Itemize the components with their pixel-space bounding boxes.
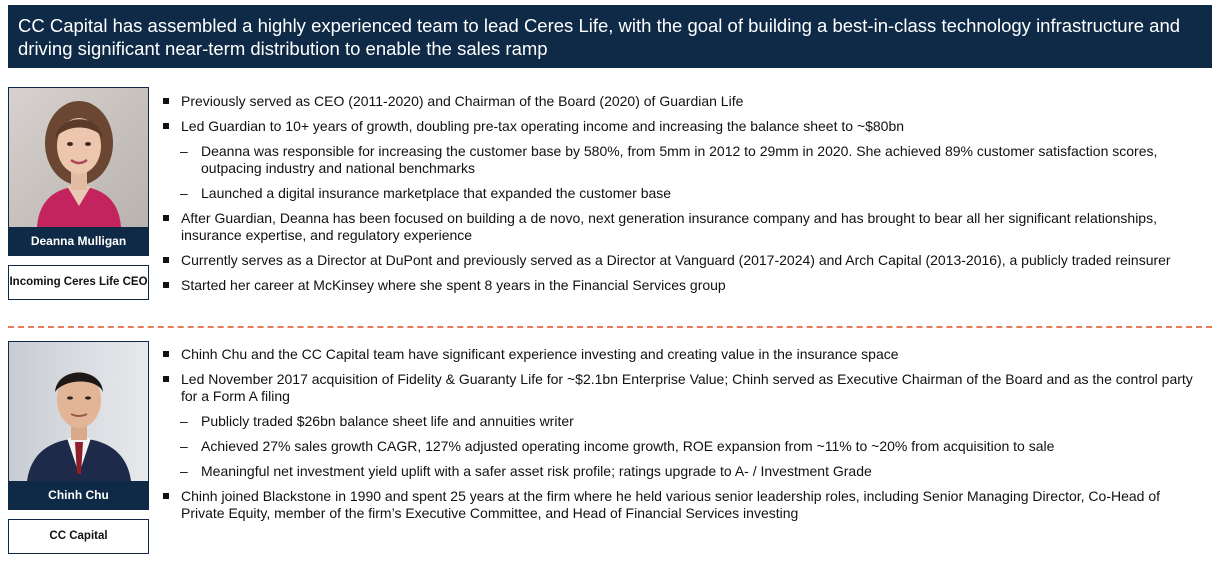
sub-bullet-item: – Achieved 27% sales growth CAGR, 127% adjusted operating income growth, ROE expansion from ~11% to ~20% from acquisition to sale [162, 438, 1207, 455]
bio-deanna [162, 93, 1207, 302]
header-banner: CC Capital has assembled a highly experienced team to lead Ceres Life, with the goal of building a best-in-class technology infrastructure and driving significant near-term distribution to enable the sales ramp [8, 5, 1212, 68]
sub-bullet-item: – Launched a digital insurance marketplace that expanded the customer base [162, 185, 1207, 202]
bullet-list [162, 346, 1207, 522]
bullet-item: Chinh Chu and the CC Capital team have significant experience investing and creating value in the insurance space [162, 346, 1207, 363]
bullet-item: Currently serves as a Director at DuPont and previously served as a Director at Vanguard (2017-2024) and Arch Capital (2013-2016), a publicly traded reinsurer [162, 252, 1207, 269]
bio-chinh [162, 346, 1207, 530]
sub-bullet-item: – Deanna was responsible for increasing the customer base by 580%, from 5mm in 2012 to 29mm in 2020. She achieved 89% customer satisfaction scores, outpacing industry and national benchmarks [162, 143, 1207, 177]
sub-bullet-item: – Meaningful net investment yield uplift with a safer asset risk profile; ratings upgrade to A- / Investment Grade [162, 463, 1207, 480]
portrait-photo-man [9, 342, 148, 481]
bullet-item: Previously served as CEO (2011-2020) and Chairman of the Board (2020) of Guardian Life [162, 93, 1207, 110]
person-role-box: Incoming Ceres Life CEO [8, 265, 149, 300]
bullet-item: Led November 2017 acquisition of Fidelity & Guaranty Life for ~$2.1bn Enterprise Value; Chinh served as Executive Chairman of the Board and as the control party for a Form A filing [162, 371, 1207, 405]
photo-frame [8, 87, 149, 256]
bullet-item: Started her career at McKinsey where she spent 8 years in the Financial Services group [162, 277, 1207, 294]
bullet-item: After Guardian, Deanna has been focused on building a de novo, next generation insurance company and has brought to bear all her significant relationships, insurance expertise, and regulatory experience [162, 210, 1207, 244]
person-name: Chinh Chu [9, 481, 148, 509]
sub-bullet-item: – Publicly traded $26bn balance sheet life and annuities writer [162, 413, 1207, 430]
section-divider [8, 326, 1212, 328]
profile-card-chinh [8, 341, 149, 510]
bullet-list [162, 93, 1207, 294]
photo-frame [8, 341, 149, 510]
person-name: Deanna Mulligan [9, 227, 148, 255]
bullet-item: Chinh joined Blackstone in 1990 and spent 25 years at the firm where he held various senior leadership roles, including Senior Managing Director, Co-Head of Private Equity, member of the firm’s Executive Committee, and Head of Financial Services investing [162, 488, 1207, 522]
portrait-photo-woman [9, 88, 148, 227]
person-role-box: CC Capital [8, 519, 149, 554]
profile-card-deanna [8, 87, 149, 256]
bullet-item: Led Guardian to 10+ years of growth, doubling pre-tax operating income and increasing the balance sheet to ~$80bn [162, 118, 1207, 135]
